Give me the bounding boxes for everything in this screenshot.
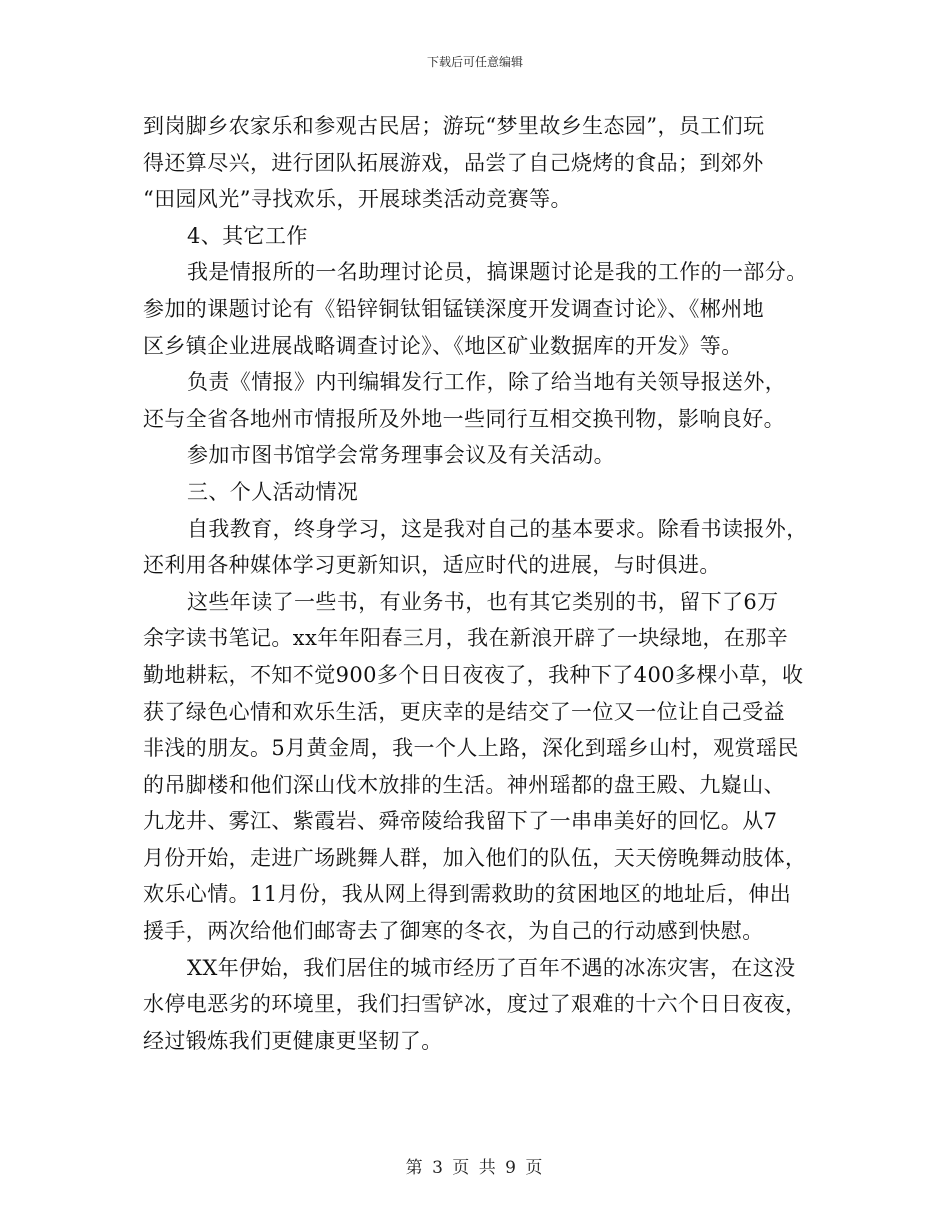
body-line: 月份开始，走进广场跳舞人群，加入他们的队伍，天天傍晚舞动肢体， xyxy=(143,845,807,870)
header-note: 下载后可任意编辑 xyxy=(426,55,523,69)
body-line: 区乡镇企业进展战略调查讨论》、《地区矿业数据库的开发》等。 xyxy=(143,333,743,358)
paragraph-start: 这些年读了一些书，有业务书，也有其它类别的书，留下了6万 xyxy=(187,589,779,614)
body-line: 参加的课题讨论有《铅锌铜钛钼锰镁深度开发调查讨论》、《郴州地 xyxy=(143,296,764,321)
body-line: 得还算尽兴，进行团队拓展游戏，品尝了自己烧烤的食品；到郊外 xyxy=(143,150,764,175)
page-number: 第 3 页 共 9 页 xyxy=(405,1158,545,1178)
body-line: 的吊脚楼和他们深山伐木放排的生活。神州瑶都的盘王殿、九嶷山、 xyxy=(143,772,785,797)
paragraph-start: 我是情报所的一名助理讨论员，搞课题讨论是我的工作的一部分。 xyxy=(187,260,808,285)
body-line: 九龙井、雾江、紫霞岩、舜帝陵给我留下了一串串美好的回忆。从7 xyxy=(143,809,778,834)
body-line: 到岗脚乡农家乐和参观古民居；游玩“梦里故乡生态园”，员工们玩 xyxy=(143,114,765,138)
paragraph-start: 负责《情报》内刊编辑发行工作，除了给当地有关领导报送外， xyxy=(187,370,787,395)
section-heading: 三、个人活动情况 xyxy=(187,479,359,504)
body-line: 还利用各种媒体学习更新知识，适应时代的进展，与时俱进。 xyxy=(143,553,721,578)
body-line: 非浅的朋友。5月黄金周，我一个人上路，深化到瑶乡山村，观赏瑶民 xyxy=(143,736,799,761)
body-line: 余字读书笔记。xx年年阳春三月，我在新浪开辟了一块绿地，在那辛 xyxy=(143,626,789,651)
body-line: 水停电恶劣的环境里，我们扫雪铲冰，度过了艰难的十六个日日夜夜， xyxy=(143,992,807,1017)
body-line: 欢乐心情。11月份，我从网上得到需救助的贫困地区的地址后，伸出 xyxy=(143,882,792,907)
body-line: 经过锻炼我们更健康更坚韧了。 xyxy=(143,1028,443,1053)
paragraph-start: 参加市图书馆学会常务理事会议及有关活动。 xyxy=(187,443,615,468)
paragraph-start: XX年伊始，我们居住的城市经历了百年不遇的冰冻灾害，在这没 xyxy=(187,955,796,980)
body-line: 还与全省各地州市情报所及外地一些同行互相交换刊物，影响良好。 xyxy=(143,406,785,431)
body-line: “田园风光”寻找欢乐，开展球类活动竞赛等。 xyxy=(143,187,572,212)
paragraph-start: 自我教育，终身学习，这是我对自己的基本要求。除看书读报外， xyxy=(187,516,808,541)
section-heading: 4、其它工作 xyxy=(187,223,308,248)
document-body xyxy=(143,108,823,1059)
body-line: 获了绿色心情和欢乐生活，更庆幸的是结交了一位又一位让自己受益 xyxy=(143,699,785,724)
body-line: 勤地耕耘，不知不觉900多个日日夜夜了，我种下了400多棵小草，收 xyxy=(143,662,804,687)
body-line: 援手，两次给他们邮寄去了御寒的冬衣，为自己的行动感到快慰。 xyxy=(143,919,764,944)
